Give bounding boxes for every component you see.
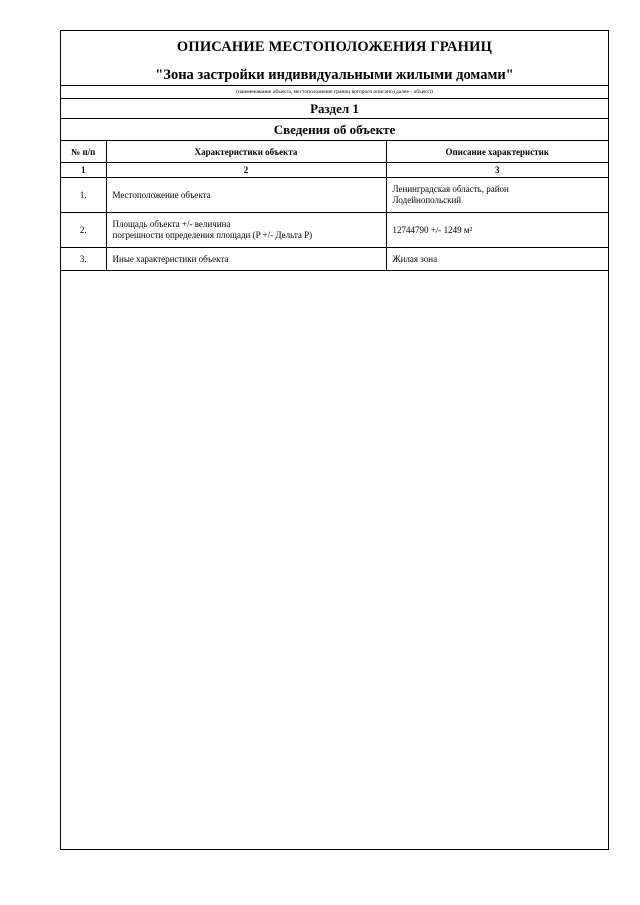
- description-line: Лодейнопольский: [392, 195, 462, 205]
- row-number: 3.: [61, 248, 106, 271]
- row-characteristic: [106, 248, 386, 271]
- object-name: "Зона застройки индивидуальными жилыми домами": [155, 67, 514, 83]
- row-description: [386, 248, 608, 271]
- characteristic-line: Местоположение объекта: [112, 190, 211, 200]
- object-caption: (наименование объекта, местоположение границ которого описано (далее - объект)): [61, 86, 608, 99]
- subsection-title: Сведения об объекте: [61, 119, 608, 141]
- table-row: [61, 248, 608, 271]
- table-row: [61, 178, 608, 213]
- row-description: [386, 213, 608, 248]
- header-number: № п/п: [61, 141, 106, 163]
- document-sheet: [60, 30, 609, 850]
- column-number-row: [61, 163, 608, 178]
- row-number: 2.: [61, 213, 106, 248]
- column-number: 3: [386, 163, 608, 178]
- description-line: 12744790 +/- 1249 м²: [392, 225, 473, 235]
- description-line: Ленинградская область, район: [392, 184, 509, 194]
- row-number: 1.: [61, 178, 106, 213]
- table-row: [61, 213, 608, 248]
- header-description: Описание характеристик: [386, 141, 608, 163]
- section-title: Раздел 1: [61, 99, 608, 119]
- characteristic-line: Площадь объекта +/- величина: [112, 219, 231, 229]
- characteristic-line: Иные характеристики объекта: [112, 254, 229, 264]
- document-title: ОПИСАНИЕ МЕСТОПОЛОЖЕНИЯ ГРАНИЦ: [176, 39, 493, 55]
- row-description: [386, 178, 608, 213]
- row-characteristic: [106, 178, 386, 213]
- description-line: Жилая зона: [392, 254, 438, 264]
- object-info-table: [61, 141, 608, 271]
- row-characteristic: [106, 213, 386, 248]
- column-number: 1: [61, 163, 106, 178]
- table-header-row: [61, 141, 608, 163]
- characteristic-line: погрешности определения площади (P +/- Дельта P): [112, 230, 313, 240]
- header-characteristic: Характеристики объекта: [106, 141, 386, 163]
- title-block: [61, 31, 608, 86]
- column-number: 2: [106, 163, 386, 178]
